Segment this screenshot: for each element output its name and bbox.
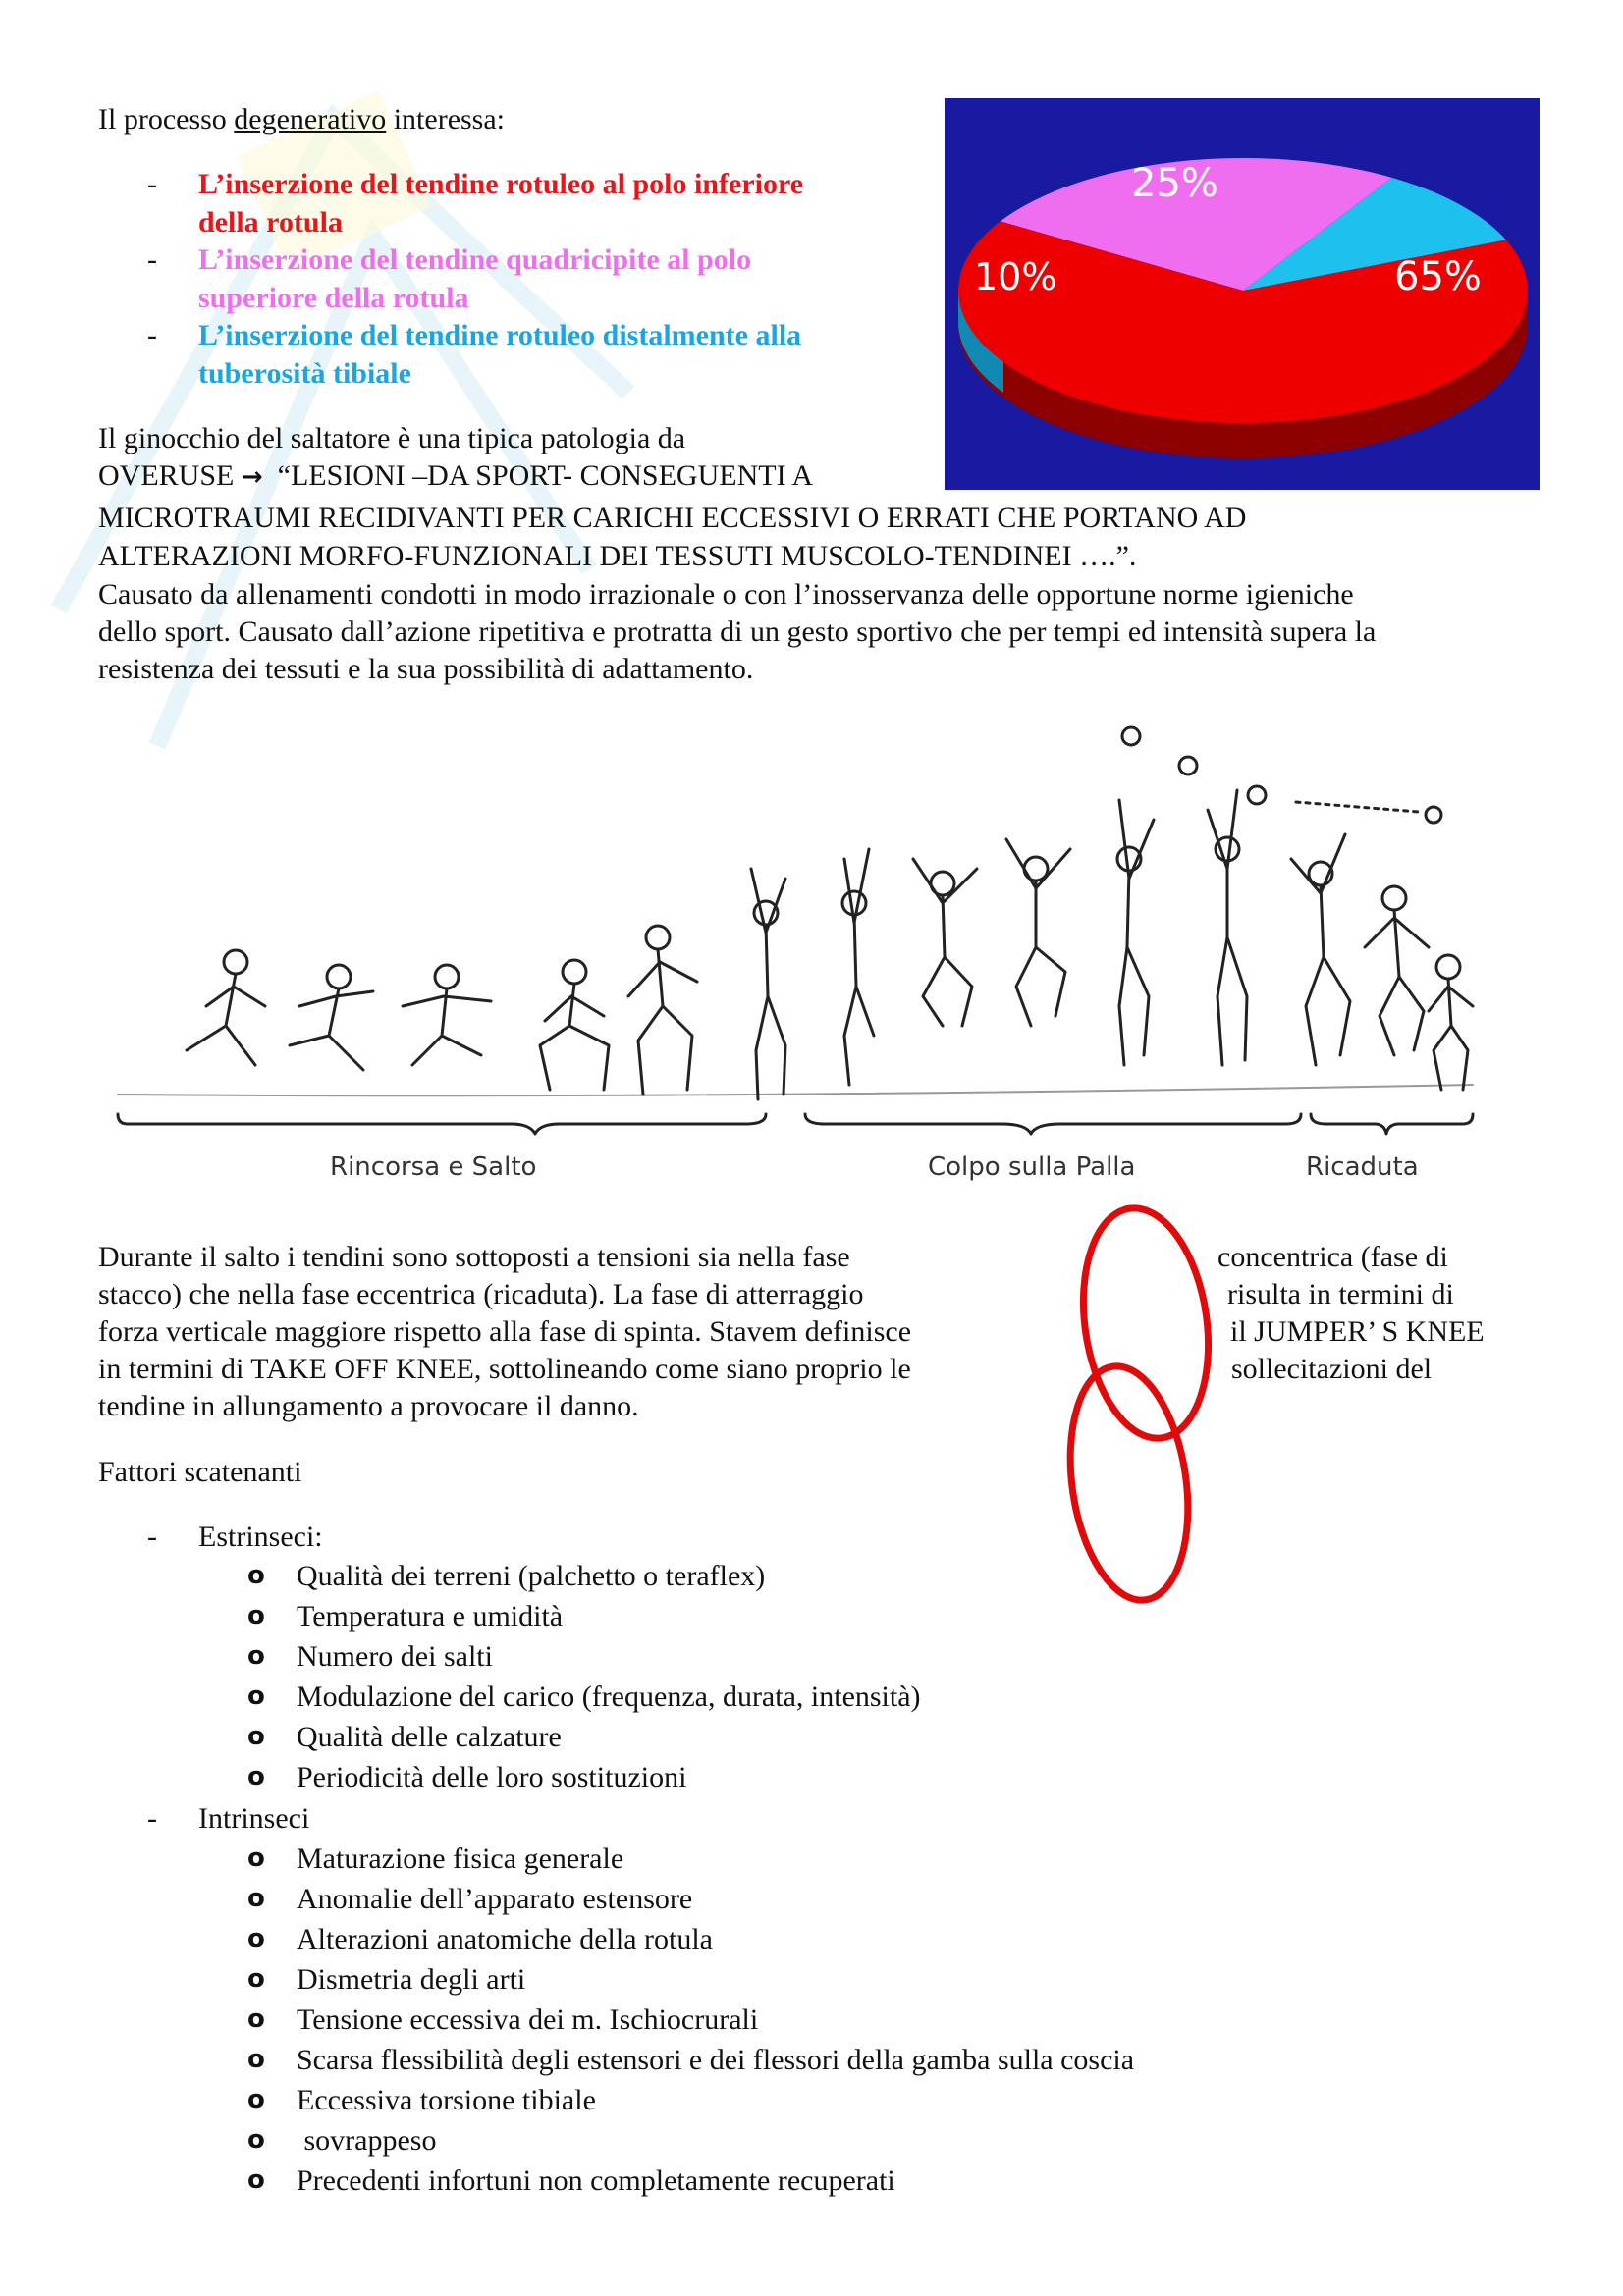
list-item-text: Tensione eccessiva dei m. Ischiocrurali: [297, 2003, 759, 2036]
figure-label-run-jump: Rincorsa e Salto: [330, 1152, 537, 1182]
overuse-line-5: Causato da allenamenti condotti in modo irrazionale o con l’inosservanza delle opportune norme igieniche: [98, 578, 1354, 611]
bullet-o-icon: o: [247, 1682, 265, 1711]
jump-line-3-right: il JUMPER’ S KNEE: [1230, 1315, 1485, 1348]
intro-prefix: Il processo: [98, 103, 235, 135]
bullet-o-icon: o: [247, 1561, 265, 1590]
figure-label-landing: Ricaduta: [1306, 1152, 1419, 1182]
athlete-figure-descend: [1365, 886, 1429, 1055]
factors-title: Fattori scatenanti: [98, 1456, 302, 1488]
list-dash: -: [147, 168, 157, 200]
arrow-right-icon: →: [241, 462, 263, 492]
site-item-inferior-pole: [147, 166, 886, 241]
intro-line: [98, 101, 505, 139]
site-item-tibial-tuberosity: [147, 317, 886, 393]
list-item: [245, 1919, 1134, 1959]
athlete-figure-run-1: [187, 950, 265, 1065]
jump-line-2-right: risulta in termini di: [1227, 1278, 1454, 1310]
extrinsic-factors-list: [245, 1556, 921, 1797]
list-item-text: Eccessiva torsione tibiale: [297, 2084, 596, 2116]
bullet-o-icon: o: [247, 1924, 265, 1953]
athlete-figure-arms-up-2: [842, 849, 874, 1085]
intro-suffix: interessa:: [386, 103, 506, 135]
ball-icon: [1248, 786, 1266, 804]
list-item: [245, 2120, 1134, 2161]
list-item-text: Anomalie dell’apparato estensore: [297, 1883, 693, 1915]
bullet-o-icon: o: [247, 1843, 265, 1873]
list-dash: -: [147, 319, 157, 351]
bullet-o-icon: o: [247, 1641, 265, 1671]
list-item-text: sovrappeso: [297, 2124, 437, 2157]
site-item-superior-pole: [147, 241, 886, 317]
athlete-figure-run-3: [403, 965, 491, 1065]
bullet-o-icon: o: [247, 1884, 265, 1913]
brace-landing: [1311, 1114, 1473, 1134]
list-item: [245, 1757, 921, 1797]
ball-trajectory: [1296, 802, 1419, 812]
site-item-line: superiore della rotula: [198, 281, 469, 314]
factor-group-label: Intrinseci: [198, 1802, 310, 1835]
intrinsic-factors-list: [245, 1839, 1134, 2201]
athlete-figure-hit: [1291, 834, 1350, 1065]
list-item-text: Qualità delle calzature: [297, 1721, 562, 1753]
overuse-line-2: [98, 457, 813, 497]
factor-group-extrinsic-label: [147, 1517, 323, 1557]
overuse-line-1: Il ginocchio del saltatore è una tipica patologia da: [98, 422, 686, 454]
list-dash: -: [147, 1802, 157, 1835]
athlete-figure-spike-2: [1208, 790, 1247, 1065]
overuse-line-3: MICROTRAUMI RECIDIVANTI PER CARICHI ECCESSIVI O ERRATI CHE PORTANO AD: [98, 502, 1247, 534]
jump-line-1-left: Durante il salto i tendini sono sottoposti a tensioni sia nella fase: [98, 1241, 850, 1273]
list-item: [245, 1556, 921, 1596]
bullet-o-icon: o: [247, 1762, 265, 1791]
site-item-line: L’inserzione del tendine rotuleo distalmente alla: [198, 319, 802, 351]
pie-label-10: 10%: [974, 255, 1057, 298]
pie-label-65: 65%: [1394, 254, 1482, 299]
bullet-o-icon: o: [247, 1964, 265, 1994]
factor-group-label: Estrinseci:: [198, 1521, 323, 1553]
list-dash: -: [147, 1521, 157, 1553]
bullet-o-icon: o: [247, 1601, 265, 1630]
overuse-line-4: ALTERAZIONI MORFO-FUNZIONALI DEI TESSUTI MUSCOLO-TENDINEI ….”.: [98, 540, 1137, 572]
bullet-o-icon: o: [247, 2165, 265, 2195]
athlete-figure-load: [628, 926, 697, 1095]
list-item-text: Numero dei salti: [297, 1640, 493, 1673]
list-item-text: Alterazioni anatomiche della rotula: [297, 1923, 713, 1955]
jump-line-4-left: in termini di TAKE OFF KNEE, sottolineando come siano proprio le: [98, 1353, 911, 1385]
ball-icon: [1122, 727, 1140, 745]
overuse-quote-start: “LESIONI –DA SPORT- CONSEGUENTI A: [277, 459, 814, 492]
red-circle-annotation: [1041, 1193, 1237, 1625]
overuse-term: OVERUSE: [98, 459, 235, 492]
list-item-text: Qualità dei terreni (palchetto o teraflex): [297, 1560, 766, 1592]
overuse-line-6: dello sport. Causato dall’azione ripetitiva e protratta di un gesto sportivo che per tempi ed intensità supera la: [98, 615, 1377, 648]
list-item-text: Temperatura e umidità: [297, 1600, 564, 1632]
jump-line-2-left: stacco) che nella fase eccentrica (ricaduta). La fase di atterraggio: [98, 1278, 864, 1310]
jump-line-1-right: concentrica (fase di: [1217, 1241, 1448, 1273]
pie-label-25: 25%: [1131, 161, 1218, 206]
athlete-figure-jump-2: [1006, 839, 1070, 1026]
list-item-text: Periodicità delle loro sostituzioni: [297, 1761, 687, 1793]
athlete-figure-jump-1: [913, 859, 977, 1026]
athlete-figure-arms-up-1: [751, 869, 785, 1099]
factor-group-intrinsic-label: [147, 1798, 309, 1839]
list-dash: -: [147, 243, 157, 276]
overuse-line-7: resistenza dei tessuti e la sua possibilità di adattamento.: [98, 653, 754, 685]
intro-underlined-word: degenerativo: [234, 103, 387, 135]
jump-line-4-right: sollecitazioni del: [1231, 1353, 1433, 1385]
list-item: [245, 2080, 1134, 2120]
bullet-o-icon: o: [247, 2125, 265, 2155]
list-item: [245, 1879, 1134, 1919]
figure-label-ball-hit: Colpo sulla Palla: [928, 1152, 1136, 1182]
ball-icon: [1426, 807, 1441, 823]
site-item-line: L’inserzione del tendine rotuleo al polo inferiore: [198, 168, 804, 200]
list-item: [245, 1596, 921, 1636]
jump-line-3-left: forza verticale maggiore rispetto alla fase di spinta. Stavem definisce: [98, 1315, 912, 1348]
volleyball-jump-sequence-figure: [98, 712, 1492, 1202]
site-item-line: della rotula: [198, 205, 343, 239]
list-item-text: Precedenti infortuni non completamente recuperati: [297, 2164, 895, 2197]
brace-run-jump: [118, 1114, 766, 1134]
degeneration-sites-list: [147, 166, 886, 393]
athlete-figure-spike-1: [1117, 800, 1154, 1065]
ball-icon: [1179, 757, 1197, 774]
bullet-o-icon: o: [247, 1722, 265, 1751]
list-item: [245, 1959, 1134, 2000]
list-item-text: Modulazione del carico (frequenza, durata, intensità): [297, 1681, 921, 1713]
bullet-o-icon: o: [247, 2085, 265, 2114]
list-item: [245, 1717, 921, 1757]
athlete-figure-landing: [1429, 955, 1473, 1090]
list-item: [245, 2000, 1134, 2040]
athlete-figure-crouch: [540, 960, 609, 1090]
list-item: [245, 1839, 1134, 1879]
jump-line-5: tendine in allungamento a provocare il danno.: [98, 1390, 639, 1422]
bullet-o-icon: o: [247, 2004, 265, 2034]
list-item-text: Maturazione fisica generale: [297, 1842, 624, 1875]
bullet-o-icon: o: [247, 2045, 265, 2074]
site-item-line: L’inserzione del tendine quadricipite al polo: [198, 243, 752, 276]
brace-hit: [805, 1114, 1301, 1134]
list-item: [245, 1636, 921, 1677]
pie-chart: [945, 98, 1540, 490]
list-item: [245, 1677, 921, 1717]
list-item: [245, 2161, 1134, 2201]
list-item-text: Dismetria degli arti: [297, 1963, 526, 1996]
athlete-figure-run-2: [290, 965, 373, 1070]
site-item-line: tuberosità tibiale: [198, 356, 411, 390]
list-item: [245, 2040, 1134, 2080]
list-item-text: Scarsa flessibilità degli estensori e dei flessori della gamba sulla coscia: [297, 2044, 1135, 2076]
